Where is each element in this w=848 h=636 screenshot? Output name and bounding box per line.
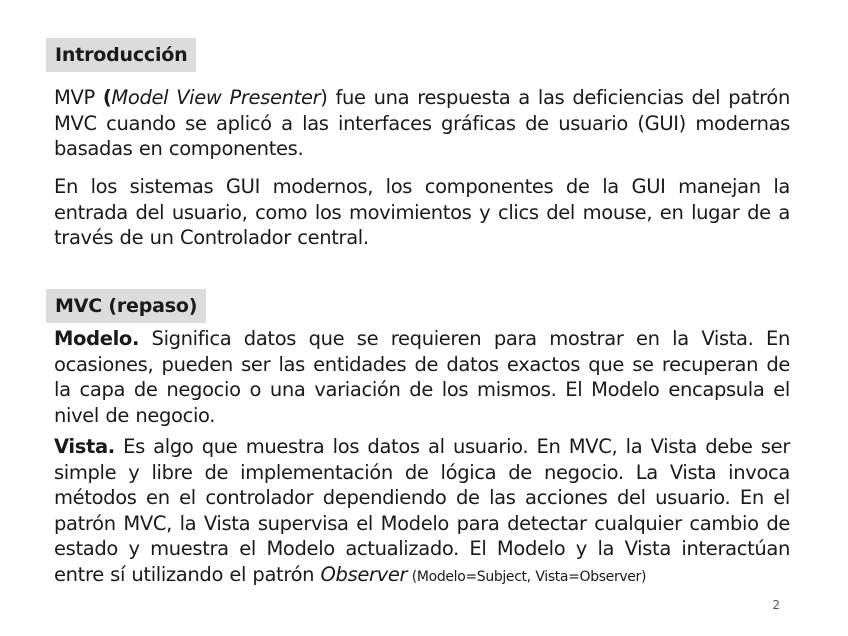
vista-text: Es algo que muestra los datos al usuario. En MVC, la Vista debe ser simple y libre de implementación de lógica de negocio. La Vista invoca métodos en el controlador dependiendo de las acciones del usuario. En el patrón MVC, la Vista supervisa el Modelo para detectar cualquier cambio de estado y muestra el Modelo actualizado. El Modelo y la Vista interactúan entre sí utilizando el patrón [54,435,790,586]
section-heading-introduccion: Introducción [46,38,196,72]
vista-label: Vista. [54,435,115,458]
modelo-paragraph [54,326,790,428]
vista-small-note: (Modelo=Subject, Vista=Observer) [407,568,647,585]
intro-p1-start: MVP [54,86,103,109]
modelo-label: Modelo. [54,327,140,350]
page-number: 2 [772,598,780,612]
intro-p1-italic: Model View Presenter [111,86,321,109]
vista-italic: Observer [320,562,408,586]
section-heading-mvc: MVC (repaso) [46,289,206,323]
intro-p1-rest: ) fue una respuesta a las deficiencias del patrón MVC cuando se aplicó a las interfaces gráficas de usuario (GUI) modernas basadas en componentes. [54,86,790,161]
vista-paragraph [54,434,790,591]
intro-paragraph-1 [54,85,790,162]
modelo-text: Significa datos que se requieren para mostrar en la Vista. En ocasiones, pueden ser las entidades de datos exactos que se recuperan de la capa de negocio o una variación de los mismos. El Modelo encapsula el nivel de negocio. [54,327,790,427]
intro-p1-paren: ( [102,86,112,109]
intro-paragraph-2: En los sistemas GUI modernos, los componentes de la GUI manejan la entrada del usuario, como los movimientos y clics del mouse, en lugar de a través de un Controlador central. [54,175,790,250]
